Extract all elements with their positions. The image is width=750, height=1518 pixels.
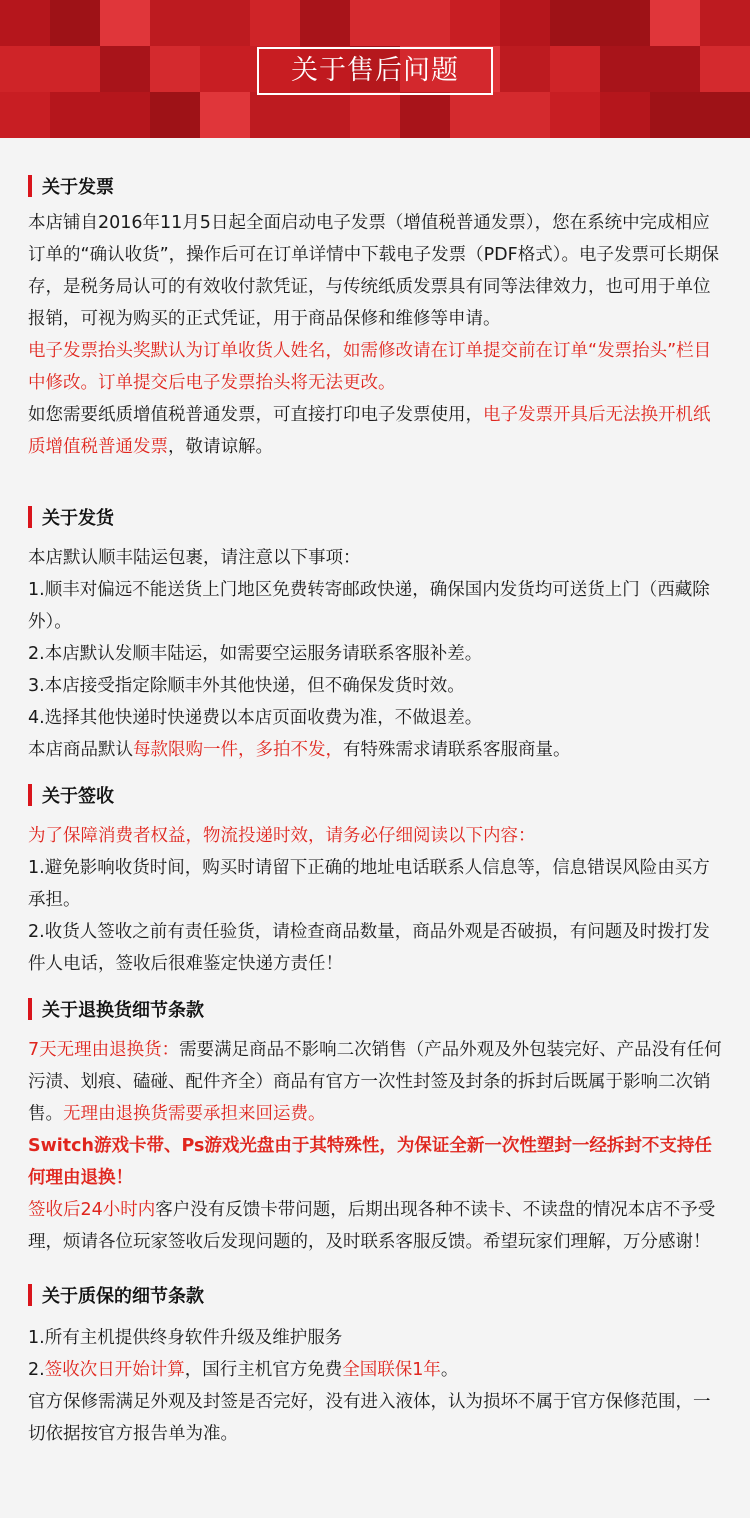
highlight-text: 无理由退换货需要承担来回运费。	[63, 1104, 326, 1124]
mosaic-tile	[400, 92, 450, 138]
header-banner	[0, 0, 750, 138]
mosaic-tile	[700, 0, 750, 46]
text-segment: 有特殊需求请联系客服商量。	[343, 740, 571, 760]
mosaic-tile	[50, 92, 100, 138]
mosaic-tile	[150, 46, 200, 92]
heading-accent-bar	[28, 506, 32, 528]
mosaic-tile	[300, 92, 350, 138]
mosaic-tile	[500, 0, 550, 46]
list-item: 4.选择其他快递时快递费以本店页面收费为准，不做退差。	[28, 708, 483, 728]
mosaic-tile	[450, 0, 500, 46]
section-heading	[28, 1280, 722, 1310]
mosaic-tile	[650, 0, 700, 46]
no-return-notice: Switch游戏卡带、Ps游戏光盘由于其特殊性，为保证全新一次性塑封一经拆封不支持任何理由退换！	[28, 1136, 712, 1188]
mosaic-tile	[150, 0, 200, 46]
mosaic-tile	[50, 46, 100, 92]
heading-accent-bar	[28, 1284, 32, 1306]
section-returns	[28, 980, 722, 1258]
returns-7day-paragraph	[28, 1034, 722, 1130]
section-invoice	[28, 138, 722, 463]
mosaic-tile	[250, 0, 300, 46]
mosaic-tile	[450, 92, 500, 138]
mosaic-tile	[550, 46, 600, 92]
highlight-text: 每款限购一件，多拍不发，	[133, 740, 343, 760]
invoice-paper-notice	[28, 399, 722, 463]
text-segment: 如您需要纸质增值税普通发票，可直接打印电子发票使用，	[28, 405, 483, 425]
mosaic-tile	[150, 92, 200, 138]
mosaic-tile	[350, 0, 400, 46]
list-item	[28, 1354, 722, 1386]
mosaic-tile	[200, 92, 250, 138]
section-signing	[28, 766, 722, 980]
warranty-scope-paragraph: 官方保修需满足外观及封签是否完好，没有进入液体，认为损坏不属于官方保修范围，一切依据按官方报告单为准。	[28, 1392, 711, 1444]
section-heading	[28, 171, 722, 201]
highlight-text: 电子发票开具后无法换开机纸质增值税普通发票	[28, 405, 711, 457]
mosaic-tile	[650, 46, 700, 92]
heading-accent-bar	[28, 998, 32, 1020]
mosaic-tile	[200, 46, 250, 92]
section-heading	[28, 994, 722, 1024]
mosaic-tile	[250, 92, 300, 138]
list-item: 1.顺丰对偏远不能送货上门地区免费转寄邮政快递，确保国内发货均可送货上门（西藏除外）。	[28, 580, 710, 632]
mosaic-tile	[100, 92, 150, 138]
mosaic-tile	[650, 92, 700, 138]
highlight-text: 签收次日开始计算	[44, 1360, 185, 1380]
mosaic-tile	[500, 46, 550, 92]
mosaic-tile	[0, 46, 50, 92]
mosaic-tile	[100, 46, 150, 92]
main-content	[0, 138, 750, 1450]
mosaic-tile	[0, 0, 50, 46]
section-heading	[28, 502, 722, 532]
invoice-paragraph: 本店铺自2016年11月5日起全面启动电子发票（增值税普通发票），您在系统中完成相应订单的“确认收货”，操作后可在订单详情中下载电子发票（PDF格式）。电子发票可长期保存，是税务局认可的有效收付款凭证，与传统纸质发票具有同等法律效力，也可用于单位报销，可视为购买的正式凭证，用于商品保修和维修等申请。	[28, 213, 719, 329]
invoice-title-notice: 电子发票抬头奖默认为订单收货人姓名，如需修改请在订单提交前在订单“发票抬头”栏目中修改。订单提交后电子发票抬头将无法更改。	[28, 341, 712, 393]
text-segment: ，国行主机官方免费	[184, 1360, 343, 1380]
heading-text: 关于发货	[42, 508, 114, 529]
text-segment: 2.	[28, 1360, 45, 1380]
returns-24h-paragraph	[28, 1194, 722, 1258]
heading-text: 关于签收	[42, 786, 114, 807]
mosaic-tile	[200, 0, 250, 46]
section-heading	[28, 780, 722, 810]
text-segment: 需要满足商品不影响二次销售（产品外观及外包装完好、产品没有任何污渍、划痕、磕碰、配件齐全）商品有官方一次性封签及封条的拆封后既属于影响二次销售。	[28, 1040, 722, 1124]
list-item: 2.本店默认发顺丰陆运，如需要空运服务请联系客服补差。	[28, 644, 483, 664]
page-title: 关于售后问题	[257, 47, 493, 95]
highlight-text: 全国联保1年	[342, 1360, 441, 1380]
mosaic-tile	[600, 0, 650, 46]
shipping-intro: 本店默认顺丰陆运包裹，请注意以下事项：	[28, 548, 361, 568]
list-item: 2.收货人签收之前有责任验货，请检查商品数量，商品外观是否破损，有问题及时拨打发件人电话，签收后很难鉴定快递方责任！	[28, 922, 710, 974]
heading-text: 关于退换货细节条款	[42, 1000, 204, 1021]
mosaic-tile	[500, 92, 550, 138]
mosaic-tile	[50, 0, 100, 46]
signing-intro: 为了保障消费者权益，物流投递时效，请务必仔细阅读以下内容：	[28, 826, 536, 846]
mosaic-tile	[700, 46, 750, 92]
heading-text: 关于发票	[42, 177, 114, 198]
mosaic-tile	[600, 92, 650, 138]
text-segment: 客户没有反馈卡带问题，后期出现各种不读卡、不读盘的情况本店不予受理，烦请各位玩家签收后发现问题的，及时联系客服反馈。希望玩家们理解，万分感谢！	[28, 1200, 716, 1252]
section-warranty	[28, 1258, 722, 1450]
shipping-limit-notice	[28, 734, 722, 766]
heading-accent-bar	[28, 175, 32, 197]
list-item: 3.本店接受指定除顺丰外其他快递，但不确保发货时效。	[28, 676, 465, 696]
list-item: 1.所有主机提供终身软件升级及维护服务	[28, 1328, 343, 1348]
mosaic-tile	[300, 0, 350, 46]
heading-text: 关于质保的细节条款	[42, 1286, 204, 1307]
list-item: 1.避免影响收货时间，购买时请留下正确的地址电话联系人信息等，信息错误风险由买方承担。	[28, 858, 710, 910]
mosaic-tile	[100, 0, 150, 46]
section-shipping	[28, 463, 722, 766]
mosaic-tile	[550, 92, 600, 138]
highlight-text: 7天无理由退换货：	[28, 1040, 180, 1060]
text-segment: 本店商品默认	[28, 740, 133, 760]
mosaic-tile	[550, 0, 600, 46]
mosaic-tile	[400, 0, 450, 46]
mosaic-tile	[700, 92, 750, 138]
mosaic-tile	[0, 92, 50, 138]
text-segment: ，敬请谅解。	[168, 437, 273, 457]
mosaic-tile	[600, 46, 650, 92]
heading-accent-bar	[28, 784, 32, 806]
highlight-text: 签收后24小时内	[28, 1200, 156, 1220]
mosaic-tile	[350, 92, 400, 138]
text-segment: 。	[440, 1360, 459, 1380]
